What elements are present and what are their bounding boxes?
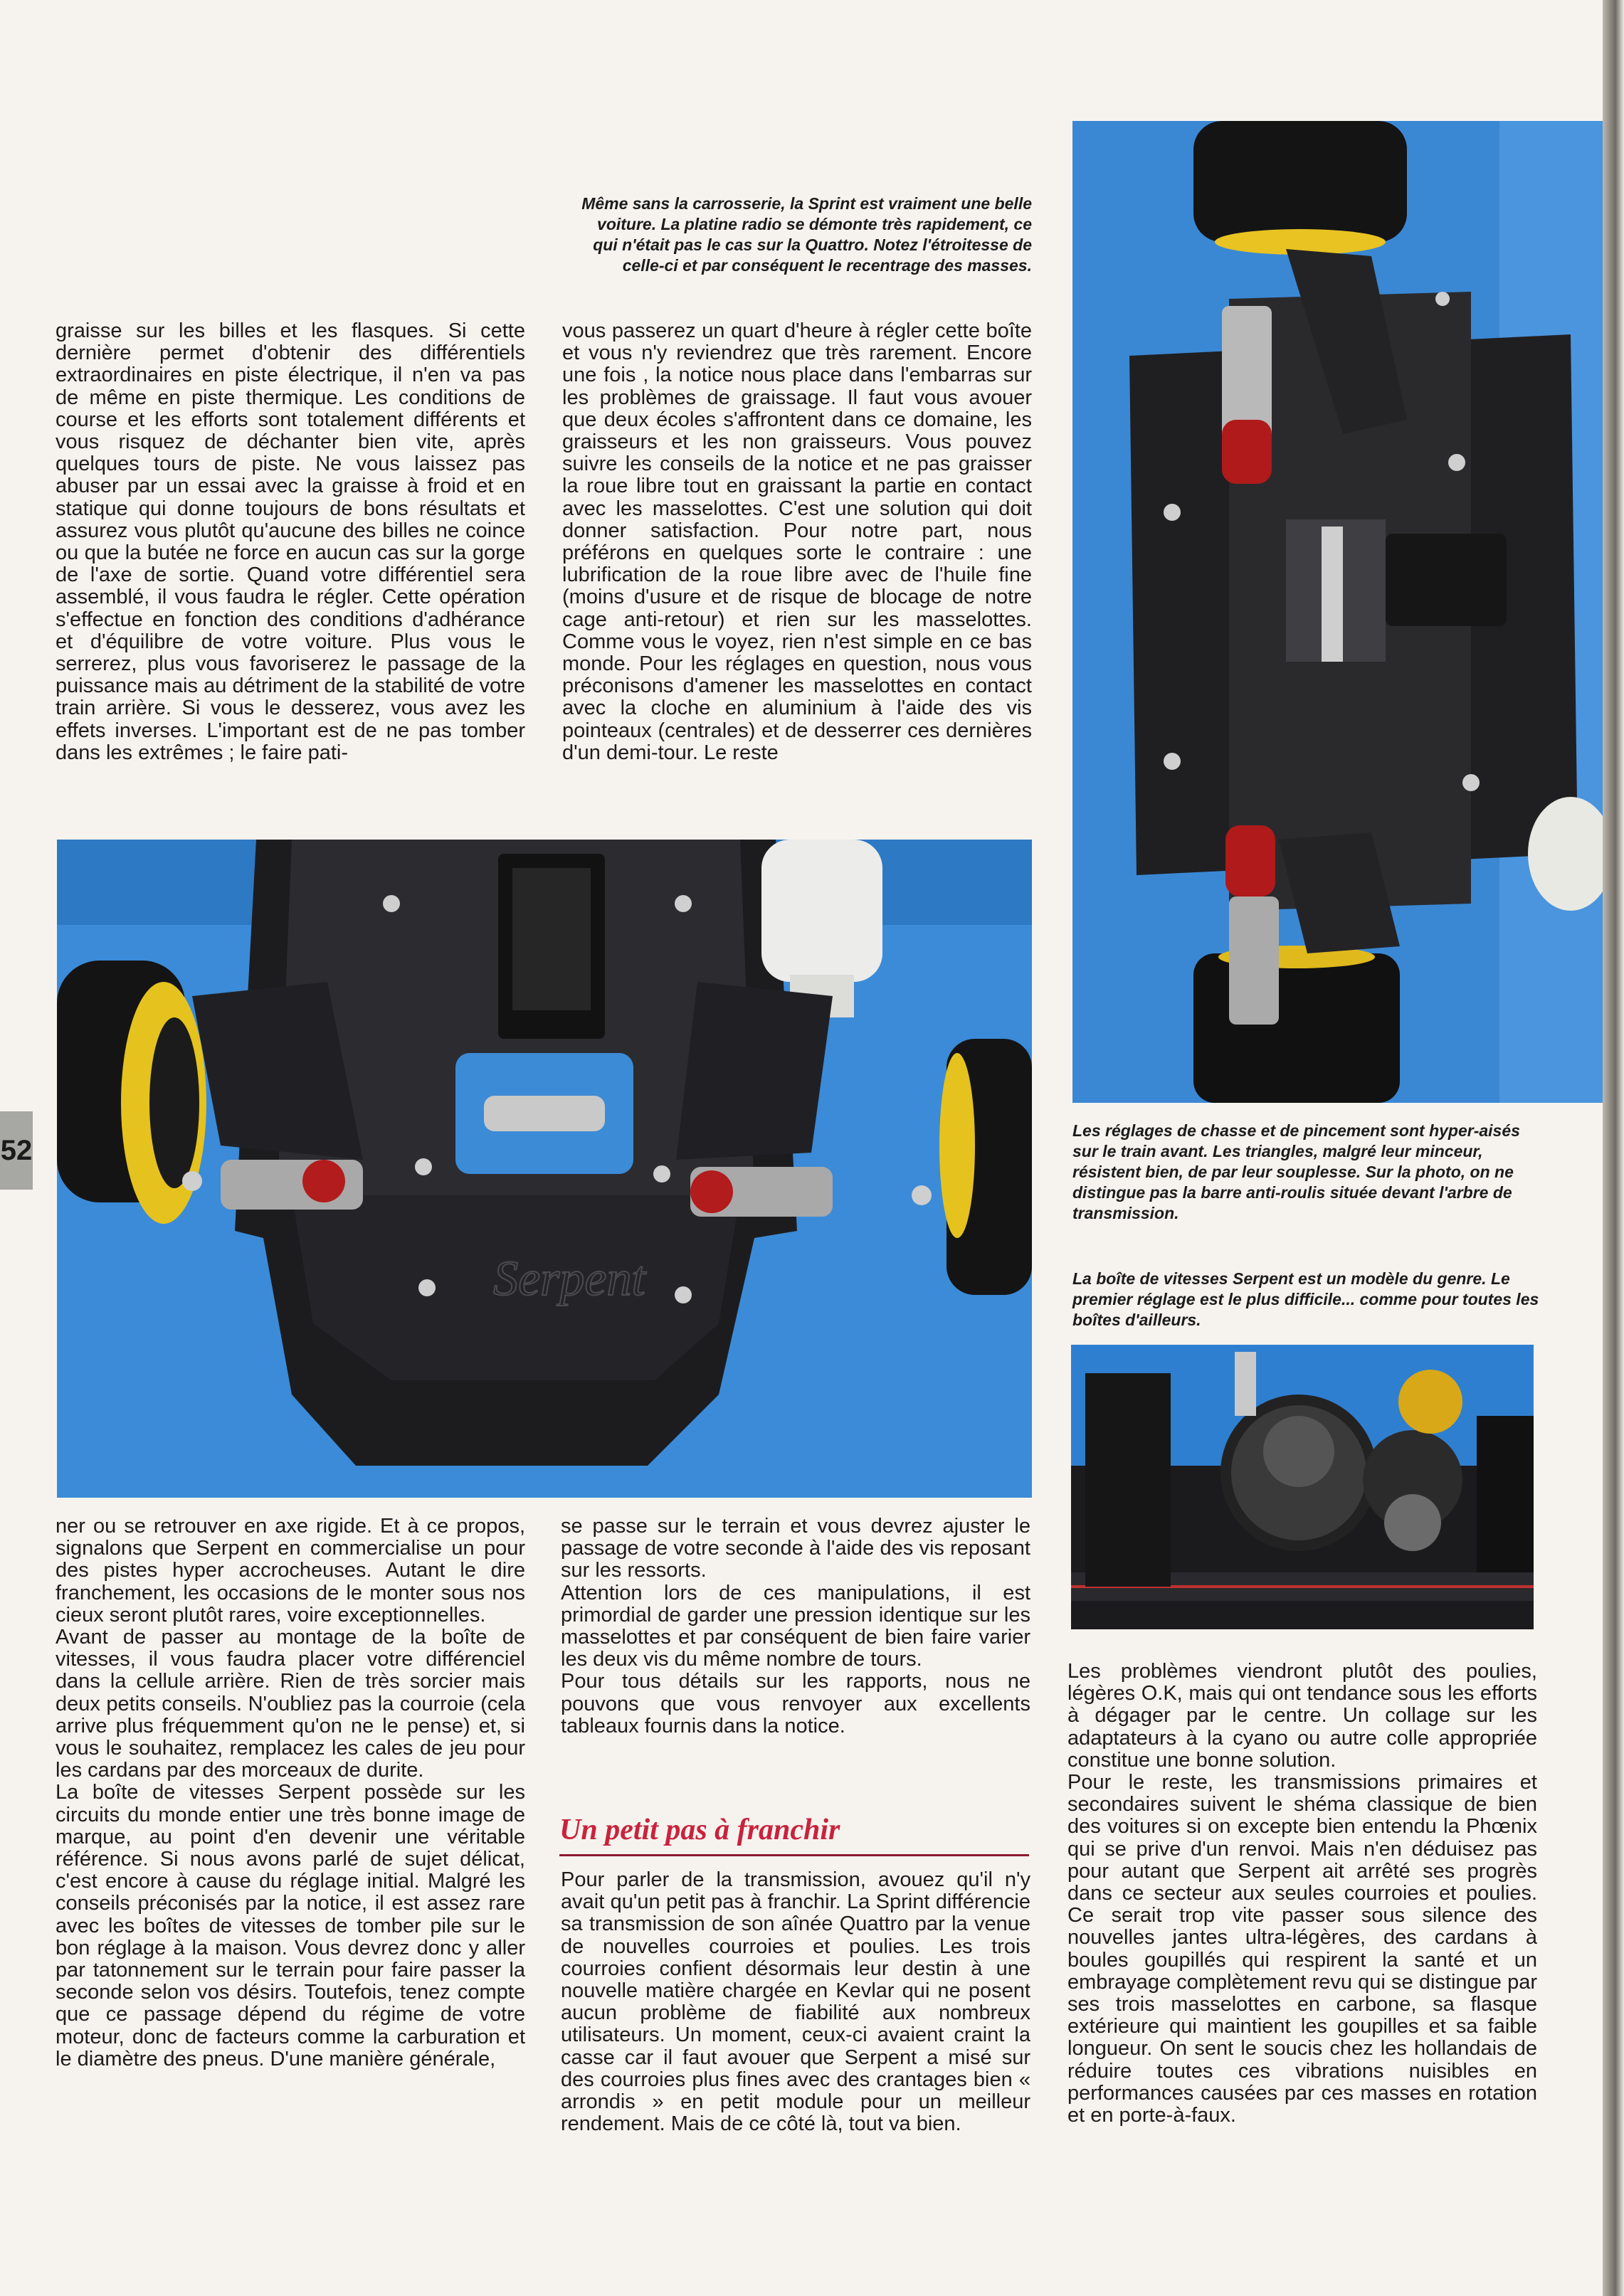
paragraph: Avant de passer au montage de la boîte de vitesses, il vous faudra placer votre différenciel dans la cellule arrière. Rien de très sorcier mais deux petits conseils. N'oubliez pas la courroie (cela arrive plus fréquemment qu'on ne le pense) et, si vous le souhaitez, remplacez les cales de jeu pour les cardans par des morceaux de durite. bbox=[56, 1626, 525, 1782]
gearbox-photo bbox=[1071, 1345, 1534, 1629]
front-chassis-photo bbox=[1072, 121, 1603, 1103]
article-col2-bottom bbox=[561, 1515, 1030, 1737]
article-col1-top bbox=[56, 320, 525, 764]
paragraph: Attention lors de ces manipulations, il est primordial de garder une pression identique sur les masselottes et par conséquent de bien faire varier les deux vis du même nombre de tours. bbox=[561, 1581, 1030, 1671]
page-fold-edge bbox=[1603, 0, 1624, 2296]
caption-top: Même sans la carrosserie, la Sprint est vraiment une belle voiture. La platine radio se démonte très rapidement, ce qui n'était pas le cas sur la Quattro. Notez l'étroitesse de celle-ci et par conséquent le recentrage des masses. bbox=[581, 194, 1032, 275]
caption-front: Les réglages de chasse et de pincement sont hyper-aisés sur le train avant. Les triangles, malgré leur minceur, résistent bien, de par leur souplesse. Sur la photo, on ne distingue pas la barre anti-roulis située devant l'arbre de transmission. bbox=[1072, 1121, 1520, 1222]
article-col3 bbox=[1067, 1661, 1537, 2127]
rear-chassis-photo bbox=[57, 840, 1032, 1498]
article-col2-top bbox=[562, 320, 1032, 764]
page-number: 52 bbox=[0, 1111, 33, 1190]
serpent-logo: Serpent bbox=[493, 1252, 645, 1306]
paragraph: ner ou se retrouver en axe rigide. Et à ce propos, signalons que Serpent en commercialise un pour des pistes hyper accrocheuses. Autant le dire franchement, les occasions de le monter sous nos cieux seront plutôt rares, voire exceptionnelles. bbox=[56, 1515, 525, 1626]
paragraph: Les problèmes viendront plutôt des poulies, légères O.K, mais qui ont tendance sous les efforts à dégager par le centre. Un collage sur les adaptateurs à la cyano ou autre colle appropriée constitue une bonne solution. bbox=[1067, 1660, 1537, 1772]
paragraph: vous passerez un quart d'heure à régler cette boîte et vous n'y reviendrez que très rarement. Encore une fois , la notice nous place dans l'embarras sur les problèmes de graissage. Il faut vous avouer que deux écoles s'affrontent dans ce domaine, les graisseurs et les non graisseurs. Vous pouvez suivre les conseils de la notice et ne pas graisser la roue libre tout en graissant la partie en contact avec les masselottes. C'est une solution qui doit donner satisfaction. Pour notre part, nous préférons en quelques sorte le contraire : une lubrification de la roue libre avec de l'huile fine (moins d'usure et de risque de blocage de notre cage anti-retour) et rien sur les masselottes. Comme vous le voyez, rien n'est simple en ce bas monde. Pour les réglages en question, nous vous préconisons d'amener les masselottes en contact avec la cloche en aluminium à l'aide des vis pointeaux (centrales) et de desserrer ces dernières d'un demi-tour. Le reste bbox=[562, 319, 1032, 764]
paragraph: se passe sur le terrain et vous devrez ajuster le passage de votre seconde à l'aide des vis reposant sur les ressorts. bbox=[561, 1515, 1030, 1582]
caption-gearbox: La boîte de vitesses Serpent est un modèle du genre. Le premier réglage est le plus difficile... comme pour toutes les boîtes d'ailleurs. bbox=[1072, 1269, 1539, 1329]
paragraph: graisse sur les billes et les flasques. Si cette dernière permet d'obtenir des différentiels extraordinaires en piste électrique, il n'en va pas de même en piste thermique. Les conditions de course et les efforts sont totalement différents et vous risquez de déchanter bien vite, après quelques tours de piste. Ne vous laissez pas abuser par un essai avec la graisse à froid et en statique qui donne toujours de bons résultats et assurez vous plutôt qu'aucune des billes ne coince ou que la butée ne force en aucun cas sur la gorge de l'axe de sortie. Quand votre différentiel sera assemblé, il vous faudra le régler. Cette opération s'effectue en fonction des conditions d'adhérance et d'équilibre de votre voiture. Plus vous le serrerez, plus vous favoriserez le passage de la puissance mais au détriment de la stabilité de votre train arrière. Si vous le desserez, vous avez les effets inverses. L'important est de ne pas tomber dans les extrêmes ; le faire pati- bbox=[56, 319, 525, 764]
paragraph: La boîte de vitesses Serpent possède sur les circuits du monde entier une très bonne image de marque, au point d'en devenir une véritable référence. Si nous avons parlé de sujet délicat, c'est encore à cause du réglage initial. Malgré les conseils préconisés par la notice, il est assez rare avec les boîtes de vitesses de tomber pile sur le bon réglage à la maison. Vous devrez donc y aller par tatonnement sur le terrain pour faire passer la seconde selon vos désirs. Toutefois, tenez compte que ce passage dépend du régime de votre moteur, donc de facteurs comme la carburation et le diamètre des pneus. D'une manière générale, bbox=[56, 1781, 525, 2070]
article-col1-bottom bbox=[56, 1515, 525, 2070]
section-heading: Un petit pas à franchir bbox=[559, 1813, 1029, 1856]
paragraph: Pour parler de la transmission, avouez qu'il n'y avait qu'un petit pas à franchir. La Sprint différencie sa transmission de son aînée Quattro par la venue de nouvelles courroies et poulies. Les trois courroies confient désormais leur destin à une nouvelle matière chargée en Kevlar qui ne posent aucun problème de fiabilité aux nombreux utilisateurs. Un moment, ceux-ci avaient craint la casse car il faut avouer que Serpent a misé sur des courroies plus fines avec des crantages bien « arrondis » en petit module pour un meilleur rendement. Mais de ce côté là, tout va bien. bbox=[561, 1868, 1030, 2136]
article-col2-heading-text bbox=[561, 1869, 1030, 2135]
paragraph: Pour tous détails sur les rapports, nous ne pouvons que vous renvoyer aux excellents tableaux fournis dans la notice. bbox=[561, 1670, 1030, 1737]
paragraph: Pour le reste, les transmissions primaires et secondaires suivent le shéma classique de bien des voitures si on excepte bien entendu la Phœnix qui se prive d'un renvoi. Mais n'en déduisez pas pour autant que Serpent ait arrêté ses progrès dans ce secteur aux seules courroies et poulies. Ce serait trop vite passer sous silence des nouvelles jantes ultra-légères, des cardans à boules goupillés qui respirent la santé et un embrayage complètement revu qui se distingue par ses trois masselottes en carbone, sa flasque extérieure qui maintient les goupilles et sa faible longueur. On sent le soucis chez les hollandais de réduire toutes ces vibrations nuisibles en performances causées par ces masses en rotation et en porte-à-faux. bbox=[1067, 1771, 1537, 2127]
